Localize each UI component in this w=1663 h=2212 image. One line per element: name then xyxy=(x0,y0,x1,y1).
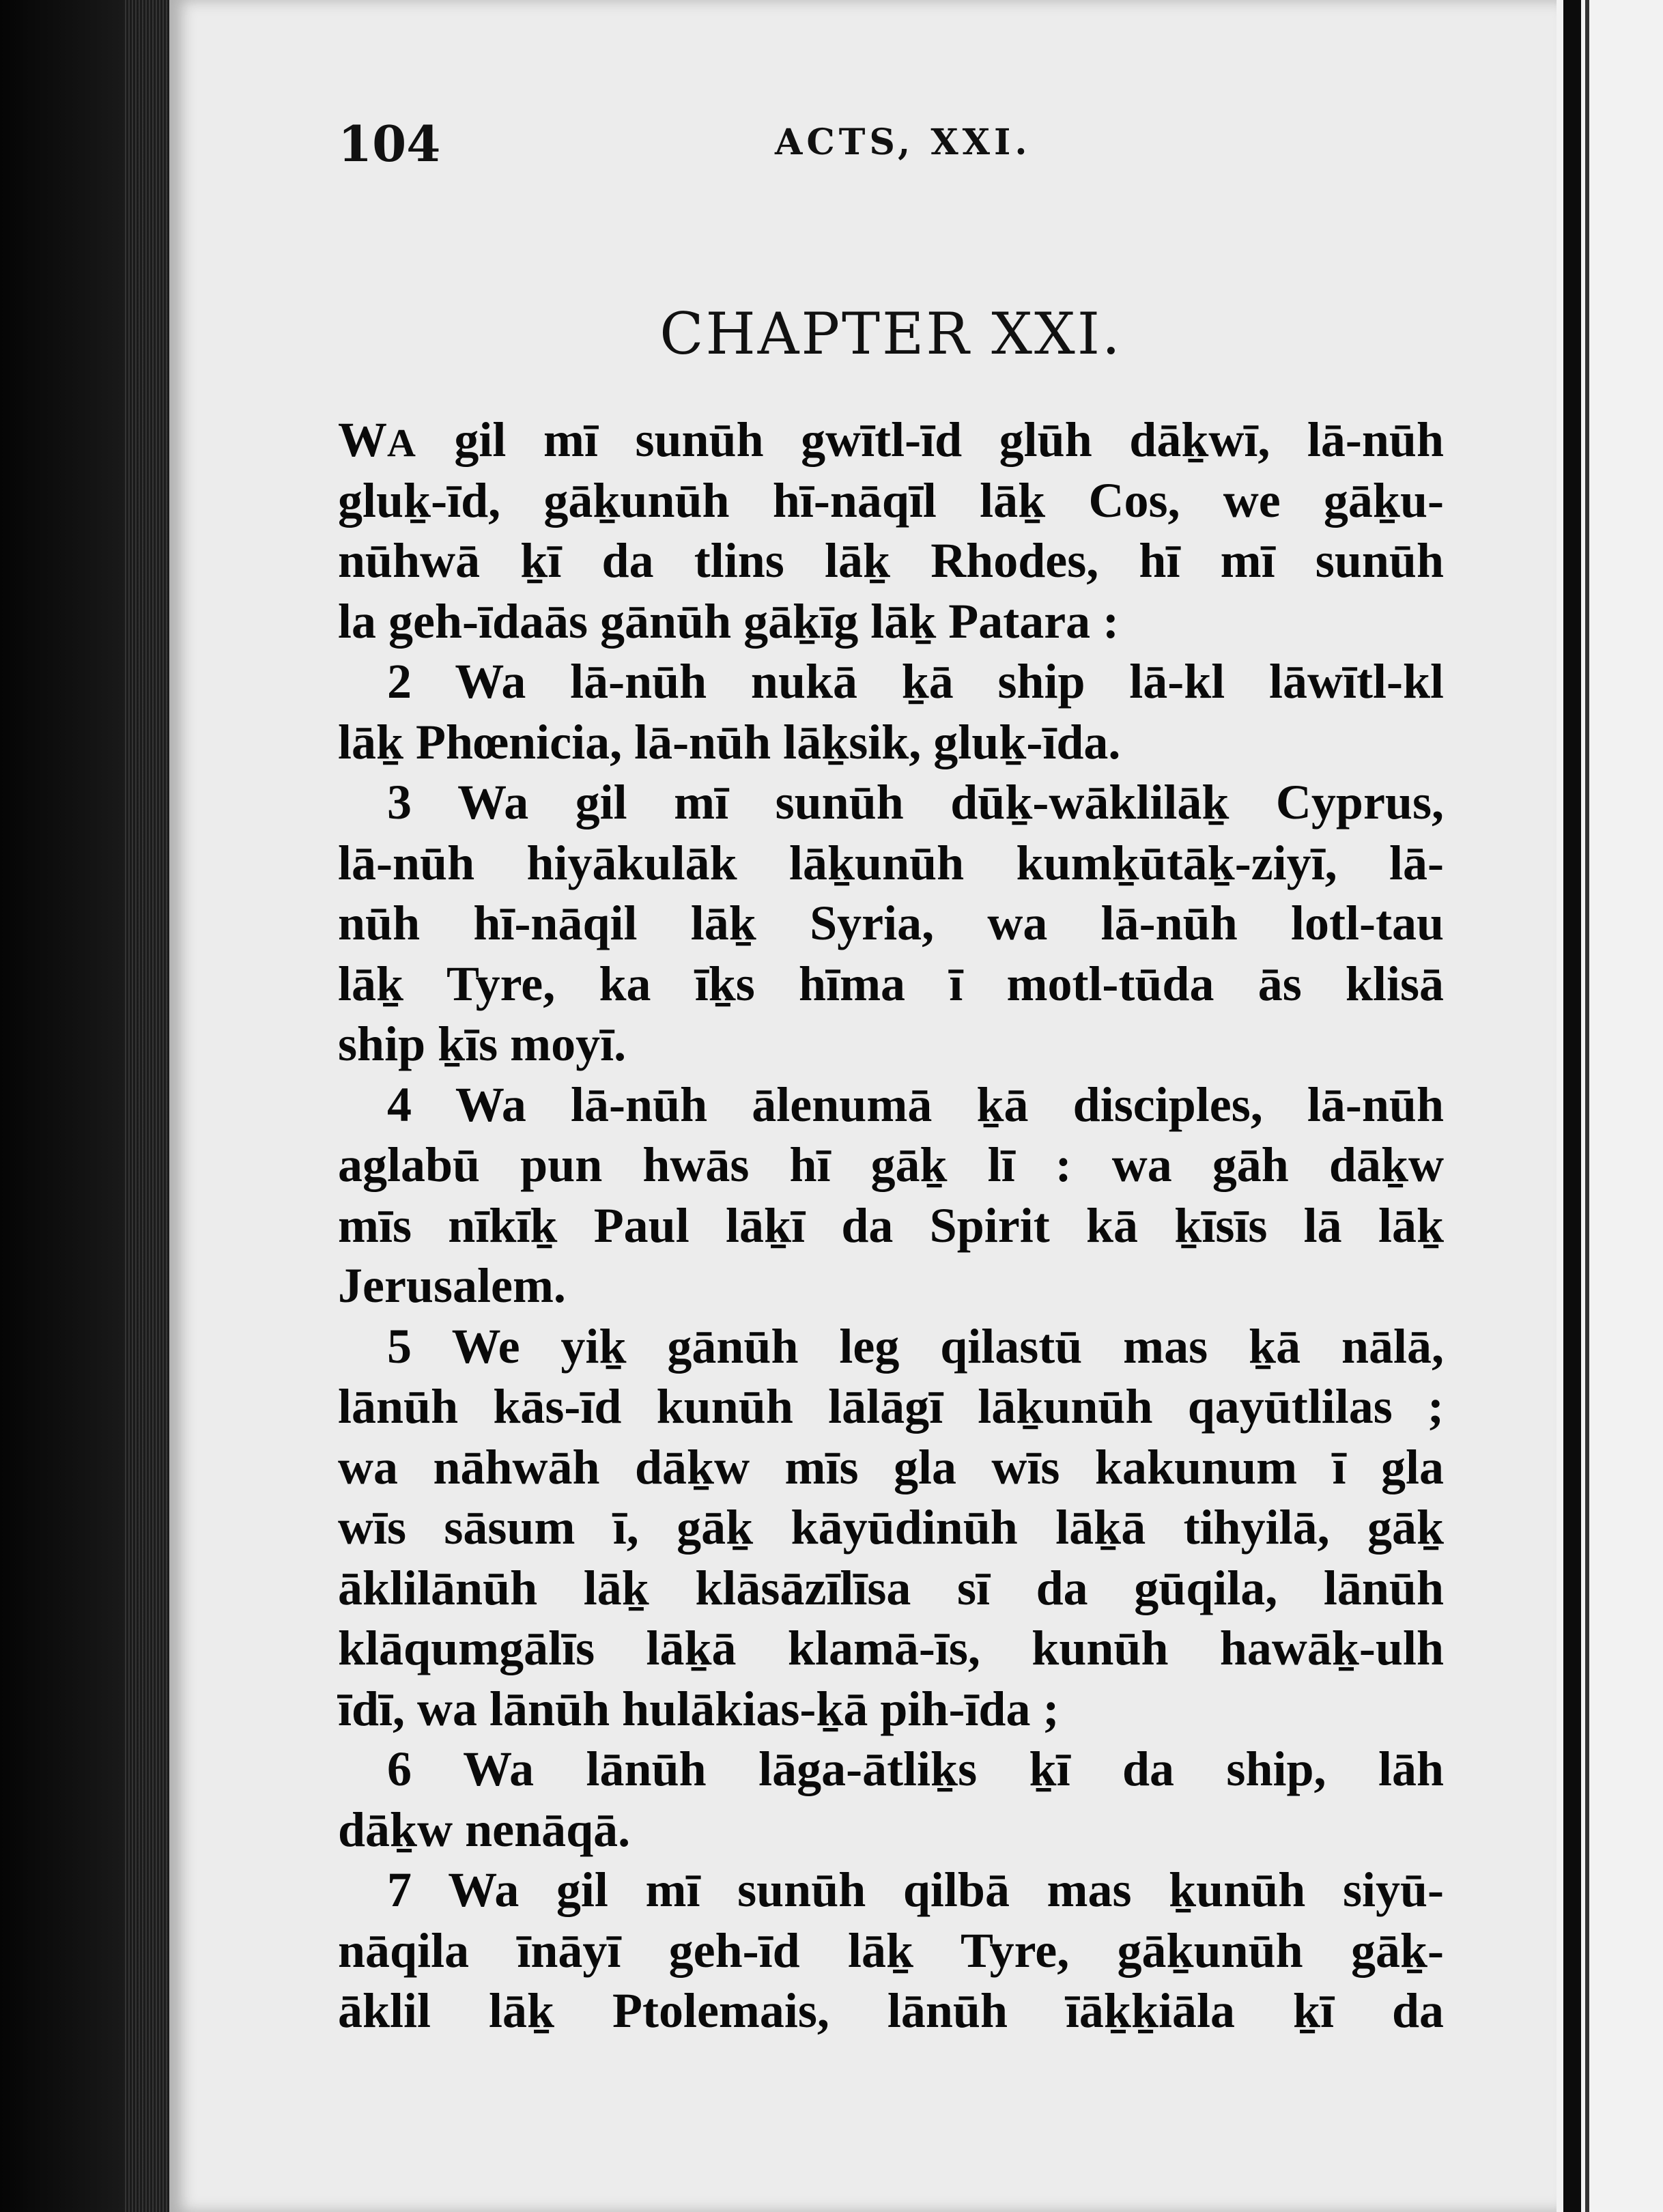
text-line: lā-nūh hiyākulāk lāḵunūh kumḵūtāḵ-ziyī, lā- xyxy=(338,835,1444,890)
text-line: mīs nīkīḵ Paul lāḵī da Spirit kā ḵīsīs lā lāḵ xyxy=(338,1197,1444,1253)
page-number: 104 xyxy=(338,115,441,173)
text-line: nūhwā ḵī da tlins lāḵ Rhodes, hī mī sunūh xyxy=(338,533,1444,588)
text-line: āklilānūh lāḵ klāsāzīlīsa sī da gūqila, lānūh xyxy=(338,1560,1444,1615)
text-line: wa nāhwāh dāḵw mīs gla wīs kakunum ī gla xyxy=(338,1439,1444,1494)
text-line xyxy=(338,410,1444,470)
small-caps-letter: A xyxy=(387,421,417,465)
text-line: la geh-īdaās gānūh gāḵīg lāḵ Patara : xyxy=(338,593,1120,649)
text-line: āklil lāḵ Ptolemais, lānūh īāḵḵiāla ḵī da xyxy=(338,1983,1444,2038)
text-line: nāqila īnāyī geh-īd lāḵ Tyre, gāḵunūh gāḵ- xyxy=(338,1923,1444,1978)
text-line: wīs sāsum ī, gāḵ kāyūdinūh lāḵā tihyilā, gāḵ xyxy=(338,1500,1444,1555)
text-line: īdī, wa lānūh hulākias-ḵā pih-īda ; xyxy=(338,1681,1060,1736)
right-edge-bar xyxy=(1563,0,1581,2212)
verse-start-line: 7 Wa gil mī sunūh qilbā mas ḵunūh siyū- xyxy=(387,1862,1444,1917)
line-text: gil mī sunūh gwītl-īd glūh dāḵwī, lā-nūh xyxy=(416,412,1444,467)
verse-start-line: 6 Wa lānūh lāga-ātliḵs ḵī da ship, lāh xyxy=(387,1742,1444,1796)
verse-start-line: 2 Wa lā-nūh nukā ḵā ship lā-kl lāwītl-kl xyxy=(387,654,1444,709)
running-head xyxy=(338,115,1444,176)
text-line: klāqumgālīs lāḵā klamā-īs, kunūh hawāḵ-ulh xyxy=(338,1621,1444,1675)
text-line: lānūh kās-īd kunūh lālāgī lāḵunūh qayūtlilas ; xyxy=(338,1379,1444,1434)
text-line: nūh hī-nāqil lāḵ Syria, wa lā-nūh lotl-tau xyxy=(338,896,1444,950)
text-line: aglabū pun hwās hī gāḵ lī : wa gāh dāḵw xyxy=(338,1137,1444,1192)
text-line: ship ḵīs moyī. xyxy=(338,1017,627,1071)
running-title: ACTS, XXI. xyxy=(775,122,1032,163)
text-line: lāḵ Tyre, ka īḵs hīma ī motl-tūda ās klisā xyxy=(338,956,1444,1011)
text-line: lāḵ Phœnicia, lā-nūh lāḵsik, gluḵ-īda. xyxy=(338,714,1121,769)
verse-start-line: 5 We yiḵ gānūh leg qilastū mas ḵā nālā, xyxy=(387,1318,1444,1374)
verse-start-line: 4 Wa lā-nūh ālenumā ḵā disciples, lā-nūh xyxy=(387,1077,1444,1132)
text-line: Jerusalem. xyxy=(338,1258,566,1313)
chapter-heading: CHAPTER XXI. xyxy=(659,300,1122,367)
drop-letter: W xyxy=(338,412,387,467)
right-edge-line xyxy=(1585,0,1589,2212)
text-line: gluḵ-īd, gāḵunūh hī-nāqīl lāḵ Cos, we gāḵu- xyxy=(338,472,1444,528)
verse-start-line: 3 Wa gil mī sunūh dūḵ-wāklilāḵ Cyprus, xyxy=(387,775,1444,830)
text-line: dāḵw nenāqā. xyxy=(338,1802,631,1857)
binding-edge-lines xyxy=(123,0,171,2212)
body-text xyxy=(338,410,1444,2041)
